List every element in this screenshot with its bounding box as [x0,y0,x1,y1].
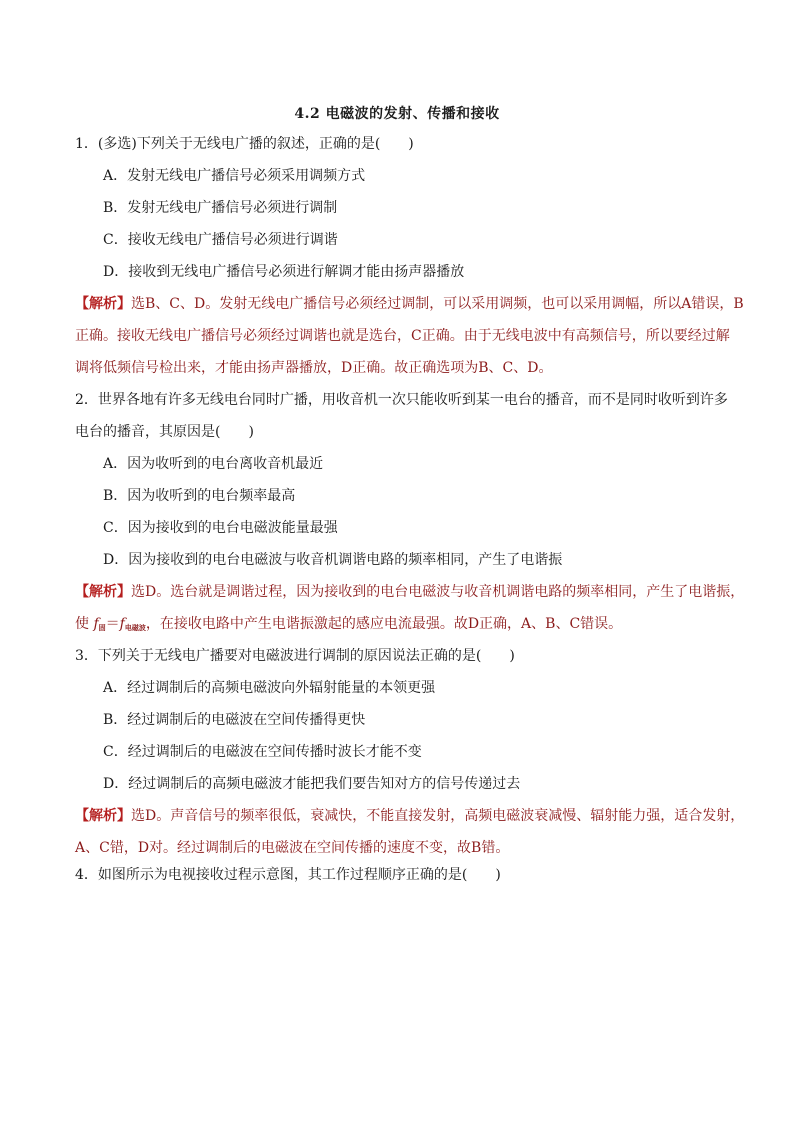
question-1-option-a: A．发射无线电广播信号必须采用调频方式 [103,168,366,184]
analysis-label: 【解析】 [75,808,131,824]
question-3-analysis-line-1 [75,807,744,825]
question-1-option-c: C．接收无线电广播信号必须进行调谐 [103,232,338,248]
formula-equals: ＝ [105,616,120,632]
question-2-option-a: A．因为收听到的电台离收音机最近 [103,456,324,472]
question-1-stem: 1．(多选)下列关于无线电广播的叙述，正确的是( ) [75,136,414,152]
analysis-text: 选D。选台就是调谐过程，因为接收到的电台电磁波与收音机调谐电路的频率相同，产生了电谐振， [131,584,745,600]
question-3-option-a: A．经过调制后的高频电磁波向外辐射能量的本领更强 [103,680,436,696]
formula-sub2: 电磁波 [124,623,146,632]
analysis-text: 调将低频信号检出来，才能由扬声器播放，D正确。故正确选项为B、C、D。 [75,360,553,376]
formula-f2: f [119,616,125,632]
analysis-text: 选D。声音信号的频率很低，衰减快，不能直接发射，高频电磁波衰减慢、辐射能力强，适合发射， [131,808,745,824]
formula-f1: f [93,616,99,632]
question-1-option-d: D．接收到无线电广播信号必须进行解调才能由扬声器播放 [103,264,465,280]
question-3-stem: 3．下列关于无线电广播要对电磁波进行调制的原因说法正确的是( ) [75,648,515,664]
question-2-analysis-line-2 [75,615,622,637]
question-1-analysis-line-1 [75,295,744,313]
analysis-label: 【解析】 [75,296,131,312]
analysis-text: 选B、C、D。发射无线电广播信号必须经过调制，可以采用调频，也可以采用调幅，所以A错误，B [131,296,744,312]
analysis-text: 正确。接收无线电广播信号必须经过调谐也就是选台，C正确。由于无线电波中有高频信号，所以要经过解 [75,328,730,344]
analysis-prefix: 使 [75,616,94,632]
question-2-stem-line-1: 2．世界各地有许多无线电台同时广播，用收音机一次只能收听到某一电台的播音，而不是同时收听到许多 [75,392,728,408]
question-2-option-c: C．因为接收到的电台电磁波能量最强 [103,520,338,536]
analysis-text: A、C错，D对。经过调制后的电磁波在空间传播的速度不变，故B错。 [75,840,510,856]
question-2-option-b: B．因为收听到的电台频率最高 [103,488,296,504]
question-1-analysis-line-3 [75,359,552,377]
analysis-label: 【解析】 [75,584,131,600]
question-3-analysis-line-2 [75,839,509,857]
question-3-option-d: D．经过调制后的高频电磁波才能把我们要告知对方的信号传递过去 [103,776,521,792]
question-3-option-c: C．经过调制后的电磁波在空间传播时波长才能不变 [103,744,422,760]
formula-sub1: 固 [98,623,106,632]
question-4-stem: 4．如图所示为电视接收过程示意图，其工作过程顺序正确的是( ) [75,867,501,883]
question-1-option-b: B．发射无线电广播信号必须进行调制 [103,200,338,216]
analysis-suffix: ，在接收电路中产生电谐振激起的感应电流最强。故D正确，A、B、C错误。 [145,616,623,632]
question-2-analysis-line-1 [75,583,744,601]
question-2-stem-line-2: 电台的播音，其原因是( ) [75,424,254,440]
question-1-analysis-line-2 [75,327,730,345]
question-3-option-b: B．经过调制后的电磁波在空间传播得更快 [103,712,366,728]
question-2-option-d: D．因为接收到的电台电磁波与收音机调谐电路的频率相同，产生了电谐振 [103,552,563,568]
page-title: 4.2 电磁波的发射、传播和接收 [294,106,500,122]
